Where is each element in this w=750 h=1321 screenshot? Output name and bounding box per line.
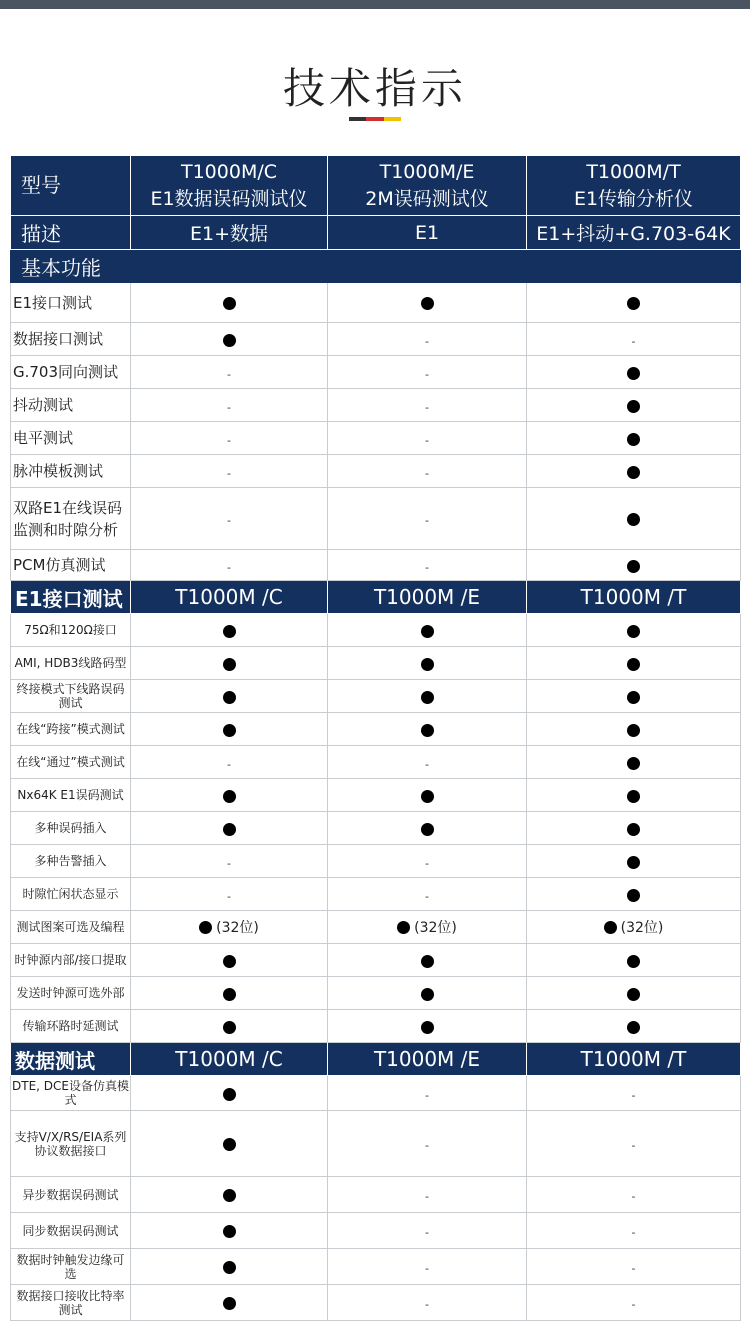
model-name: E1数据误码测试仪: [150, 187, 308, 210]
accent-dark: [349, 117, 366, 121]
model-col-t: [527, 156, 741, 216]
support-cell: [131, 1177, 328, 1213]
supported-dot-icon: [627, 856, 640, 869]
support-cell: [131, 550, 328, 581]
supported-dot-icon: [627, 433, 640, 446]
row-label: 电平测试: [11, 422, 131, 455]
support-cell: [328, 356, 527, 389]
top-bar: [0, 0, 750, 9]
support-cell: [527, 845, 741, 878]
support-cell: [328, 713, 527, 746]
row-label: 终接模式下线路误码测试: [11, 680, 131, 713]
supported-dot-icon: [223, 658, 236, 671]
not-supported-dash: -: [425, 466, 429, 480]
support-cell: [131, 323, 328, 356]
model-code: T1000M/E: [379, 160, 475, 183]
row-label: 在线“通过”模式测试: [11, 746, 131, 779]
supported-dot-icon: [627, 724, 640, 737]
supported-dot-icon: [421, 625, 434, 638]
row-label: 数据时钟触发边缘可选: [11, 1249, 131, 1285]
support-cell: [131, 1010, 328, 1043]
supported-dot-icon: [627, 297, 640, 310]
table-row: [11, 1111, 741, 1177]
table-row: [11, 845, 741, 878]
supported-dot-icon: [627, 400, 640, 413]
support-cell: [328, 911, 527, 944]
supported-dot-icon: [627, 988, 640, 1001]
supported-dot-icon: [223, 1138, 236, 1151]
supported-dot-icon: [397, 921, 410, 934]
supported-dot-icon: [421, 988, 434, 1001]
supported-dot-icon: [604, 921, 617, 934]
support-cell: [527, 1285, 741, 1321]
supported-dot-icon: [223, 724, 236, 737]
table-row: [11, 812, 741, 845]
table-row: [11, 647, 741, 680]
support-cell: [328, 680, 527, 713]
support-cell: [328, 1285, 527, 1321]
support-cell: [328, 812, 527, 845]
support-cell: [328, 845, 527, 878]
desc-c: E1+数据: [131, 216, 328, 250]
supported-dot-icon: [627, 757, 640, 770]
table-row: [11, 878, 741, 911]
not-supported-dash: -: [631, 1088, 636, 1102]
table-row: [11, 1177, 741, 1213]
not-supported-dash: -: [631, 1190, 636, 1203]
supported-dot-icon: [627, 560, 640, 573]
row-label: 双路E1在线误码监测和时隙分析: [11, 488, 131, 550]
not-supported-dash: -: [227, 433, 231, 447]
col-header: T1000M /C: [131, 1043, 328, 1076]
support-cell: [527, 944, 741, 977]
support-cell: [131, 1076, 328, 1111]
table-row: [11, 944, 741, 977]
not-supported-dash: -: [425, 433, 429, 447]
support-cell: [131, 812, 328, 845]
supported-dot-icon: [223, 691, 236, 704]
table-row: [11, 455, 741, 488]
support-cell: [328, 1249, 527, 1285]
supported-dot-icon: [223, 955, 236, 968]
not-supported-dash: -: [425, 757, 429, 771]
desc-label: 描述: [11, 216, 131, 250]
supported-dot-icon: [421, 658, 434, 671]
supported-dot-icon: [421, 691, 434, 704]
support-cell: [328, 455, 527, 488]
not-supported-dash: -: [425, 1298, 429, 1311]
support-cell: [131, 944, 328, 977]
model-header-row: [11, 156, 741, 216]
row-label: 同步数据误码测试: [11, 1213, 131, 1249]
supported-dot-icon: [421, 823, 434, 836]
not-supported-dash: -: [631, 1262, 636, 1275]
basic-section: [11, 283, 741, 581]
supported-dot-icon: [627, 889, 640, 902]
support-cell: [527, 550, 741, 581]
support-cell: [328, 614, 527, 647]
support-cell: [328, 488, 527, 550]
support-cell: [131, 283, 328, 323]
supported-dot-icon: [223, 1261, 236, 1274]
support-cell: [527, 422, 741, 455]
row-label: 数据接口测试: [11, 323, 131, 356]
table-row: [11, 488, 741, 550]
supported-dot-icon: [421, 297, 434, 310]
support-cell: [328, 779, 527, 812]
support-cell: [328, 647, 527, 680]
not-supported-dash: -: [425, 856, 429, 870]
support-cell: [131, 746, 328, 779]
model-code: T1000M/T: [586, 160, 681, 183]
not-supported-dash: -: [425, 514, 429, 527]
support-cell: [527, 680, 741, 713]
support-cell: [328, 1076, 527, 1111]
table-row: [11, 550, 741, 581]
support-cell: [131, 488, 328, 550]
section-data-header: [11, 1043, 741, 1076]
supported-dot-icon: [627, 658, 640, 671]
not-supported-dash: -: [631, 1139, 636, 1152]
supported-dot-icon: [627, 790, 640, 803]
supported-dot-icon: [627, 691, 640, 704]
not-supported-dash: -: [425, 1139, 429, 1152]
not-supported-dash: -: [631, 334, 636, 348]
support-cell: [131, 1285, 328, 1321]
table-row: [11, 283, 741, 323]
not-supported-dash: -: [425, 560, 429, 574]
cell-note: (32位): [620, 920, 664, 937]
supported-dot-icon: [421, 955, 434, 968]
not-supported-dash: -: [227, 560, 231, 574]
support-cell: [131, 455, 328, 488]
row-label: DTE, DCE设备仿真模式: [11, 1076, 131, 1111]
support-cell: [131, 614, 328, 647]
not-supported-dash: -: [425, 1190, 429, 1203]
not-supported-dash: -: [631, 1298, 636, 1311]
row-label: 支持V/X/RS/EIA系列协议数据接口: [11, 1111, 131, 1177]
section-title: 基本功能: [11, 250, 741, 283]
support-cell: [131, 845, 328, 878]
support-cell: [131, 713, 328, 746]
cell-note: (32位): [414, 920, 457, 937]
support-cell: [527, 283, 741, 323]
table-row: [11, 422, 741, 455]
not-supported-dash: -: [425, 1226, 429, 1239]
model-code: T1000M/C: [180, 160, 278, 183]
row-label: 多种告警插入: [11, 845, 131, 878]
support-cell: [131, 878, 328, 911]
support-cell: [328, 1213, 527, 1249]
table-row: [11, 1076, 741, 1111]
not-supported-dash: -: [227, 757, 231, 771]
not-supported-dash: -: [227, 514, 231, 527]
row-label: Nx64K E1误码测试: [11, 779, 131, 812]
row-label: 抖动测试: [11, 389, 131, 422]
col-header: T1000M /T: [527, 1043, 741, 1076]
not-supported-dash: -: [227, 889, 231, 903]
support-cell: [131, 422, 328, 455]
supported-dot-icon: [223, 1088, 236, 1101]
table-row: [11, 323, 741, 356]
not-supported-dash: -: [425, 334, 429, 348]
support-cell: [328, 323, 527, 356]
not-supported-dash: -: [227, 856, 231, 870]
not-supported-dash: -: [425, 400, 429, 414]
support-cell: [527, 746, 741, 779]
support-cell: [527, 614, 741, 647]
supported-dot-icon: [223, 1225, 236, 1238]
row-label: 多种误码插入: [11, 812, 131, 845]
support-cell: [527, 779, 741, 812]
support-cell: [527, 356, 741, 389]
support-cell: [527, 1249, 741, 1285]
supported-dot-icon: [223, 988, 236, 1001]
table-row: [11, 977, 741, 1010]
not-supported-dash: -: [631, 1226, 636, 1239]
not-supported-dash: -: [227, 400, 231, 414]
cell-note: (32位): [216, 920, 259, 937]
data-section: [11, 1076, 741, 1321]
support-cell: [328, 283, 527, 323]
support-cell: [527, 488, 741, 550]
support-cell: [131, 680, 328, 713]
support-cell: [131, 356, 328, 389]
model-col-c: [131, 156, 328, 216]
support-cell: [131, 1213, 328, 1249]
col-header: T1000M /T: [527, 581, 741, 614]
row-label: 75Ω和120Ω接口: [11, 614, 131, 647]
table-row: [11, 713, 741, 746]
support-cell: [527, 455, 741, 488]
desc-e: E1: [328, 216, 527, 250]
support-cell: [328, 550, 527, 581]
not-supported-dash: -: [425, 889, 429, 903]
row-label: 时隙忙闲状态显示: [11, 878, 131, 911]
support-cell: [131, 779, 328, 812]
support-cell: [131, 911, 328, 944]
accent-yellow: [384, 117, 401, 121]
table-row: [11, 389, 741, 422]
not-supported-dash: -: [425, 1262, 429, 1275]
supported-dot-icon: [627, 466, 640, 479]
support-cell: [527, 1010, 741, 1043]
support-cell: [527, 1076, 741, 1111]
table-row: [11, 1285, 741, 1321]
e1-section: [11, 614, 741, 1043]
support-cell: [131, 389, 328, 422]
description-row: [11, 216, 741, 250]
col-header: T1000M /E: [328, 1043, 527, 1076]
support-cell: [328, 977, 527, 1010]
supported-dot-icon: [223, 1297, 236, 1310]
section-title: 数据测试: [11, 1043, 131, 1076]
table-row: [11, 356, 741, 389]
support-cell: [527, 323, 741, 356]
support-cell: [527, 713, 741, 746]
support-cell: [328, 389, 527, 422]
support-cell: [328, 1010, 527, 1043]
support-cell: [328, 1111, 527, 1177]
support-cell: [527, 977, 741, 1010]
accent-red: [366, 117, 383, 121]
row-label: G.703同向测试: [11, 356, 131, 389]
table-row: [11, 779, 741, 812]
support-cell: [328, 746, 527, 779]
not-supported-dash: -: [227, 466, 231, 480]
support-cell: [328, 944, 527, 977]
row-label: AMI, HDB3线路码型: [11, 647, 131, 680]
support-cell: [527, 1213, 741, 1249]
support-cell: [131, 1249, 328, 1285]
page-title: 技术指示: [282, 64, 467, 113]
model-col-e: [328, 156, 527, 216]
supported-dot-icon: [223, 1021, 236, 1034]
row-label: 发送时钟源可选外部: [11, 977, 131, 1010]
supported-dot-icon: [199, 921, 212, 934]
row-label: 传输环路时延测试: [11, 1010, 131, 1043]
supported-dot-icon: [223, 1189, 236, 1202]
title-accent-underline: [349, 117, 401, 121]
row-label: 时钟源内部/接口提取: [11, 944, 131, 977]
table-row: [11, 746, 741, 779]
row-label: 脉冲模板测试: [11, 455, 131, 488]
supported-dot-icon: [223, 625, 236, 638]
support-cell: [527, 1177, 741, 1213]
supported-dot-icon: [421, 1021, 434, 1034]
supported-dot-icon: [223, 790, 236, 803]
desc-t: E1+抖动+G.703-64K: [527, 216, 741, 250]
table-row: [11, 614, 741, 647]
support-cell: [131, 647, 328, 680]
supported-dot-icon: [223, 823, 236, 836]
support-cell: [328, 1177, 527, 1213]
supported-dot-icon: [627, 367, 640, 380]
spec-table: [10, 155, 741, 1321]
support-cell: [328, 422, 527, 455]
table-row: [11, 680, 741, 713]
table-row: [11, 911, 741, 944]
not-supported-dash: -: [425, 367, 429, 381]
support-cell: [527, 878, 741, 911]
support-cell: [131, 1111, 328, 1177]
row-label: PCM仿真测试: [11, 550, 131, 581]
row-label: 测试图案可选及编程: [11, 911, 131, 944]
supported-dot-icon: [627, 955, 640, 968]
supported-dot-icon: [627, 625, 640, 638]
col-header: T1000M /E: [328, 581, 527, 614]
table-row: [11, 1213, 741, 1249]
supported-dot-icon: [627, 513, 640, 526]
support-cell: [131, 977, 328, 1010]
model-label: 型号: [11, 156, 131, 216]
supported-dot-icon: [223, 334, 236, 347]
row-label: E1接口测试: [11, 283, 131, 323]
table-row: [11, 1249, 741, 1285]
section-title: E1接口测试: [11, 581, 131, 614]
support-cell: [527, 647, 741, 680]
support-cell: [527, 812, 741, 845]
support-cell: [527, 389, 741, 422]
supported-dot-icon: [627, 823, 640, 836]
model-name: 2M误码测试仪: [365, 187, 489, 210]
row-label: 数据接口接收比特率测试: [11, 1285, 131, 1321]
not-supported-dash: -: [227, 367, 231, 381]
model-name: E1传输分析仪: [573, 187, 694, 210]
support-cell: [527, 1111, 741, 1177]
section-basic-header: [11, 250, 741, 283]
not-supported-dash: -: [425, 1088, 429, 1102]
supported-dot-icon: [223, 297, 236, 310]
col-header: T1000M /C: [131, 581, 328, 614]
table-row: [11, 1010, 741, 1043]
section-e1-header: [11, 581, 741, 614]
supported-dot-icon: [627, 1021, 640, 1034]
supported-dot-icon: [421, 724, 434, 737]
support-cell: [527, 911, 741, 944]
row-label: 异步数据误码测试: [11, 1177, 131, 1213]
row-label: 在线“跨接”模式测试: [11, 713, 131, 746]
supported-dot-icon: [421, 790, 434, 803]
support-cell: [328, 878, 527, 911]
